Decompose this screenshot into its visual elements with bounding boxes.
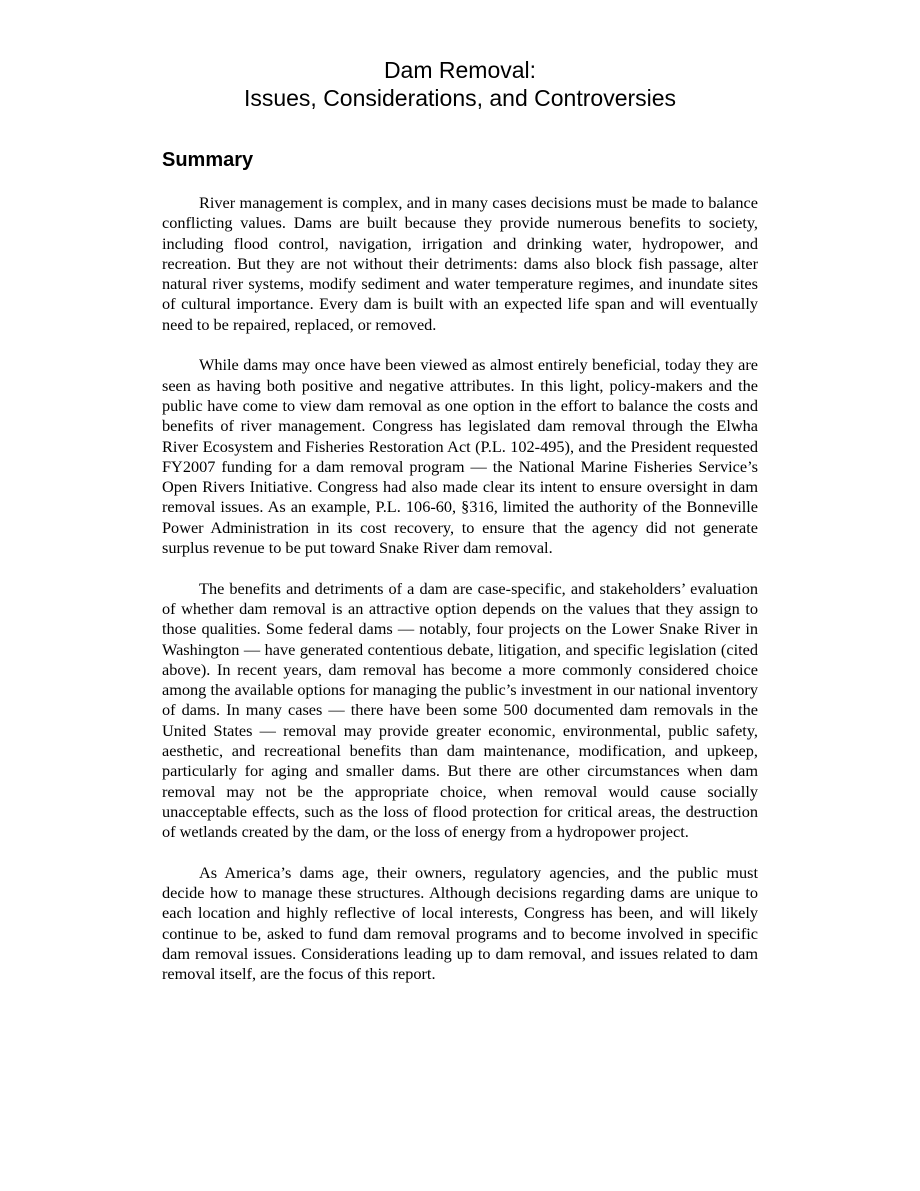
paragraph: While dams may once have been viewed as almost entirely beneficial, today they are seen as having both positive and negative attributes. In this light, policy-makers and the public have come to view dam removal as one option in the effort to balance the costs and benefits of river management. Congress has legislated dam removal through the Elwha River Ecosystem and Fisheries Restoration Act (P.L. 102-495), and the President requested FY2007 funding for a dam removal program — the National Marine Fisheries Service’s Open Rivers Initiative. Congress had also made clear its intent to ensure oversight in dam removal issues. As an example, P.L. 106-60, §316, limited the authority of the Bonneville Power Administration in its cost recovery, to ensure that the agency did not generate surplus revenue to be put toward Snake River dam removal. — [162, 355, 758, 558]
title-line-2: Issues, Considerations, and Controversies — [243, 85, 677, 111]
document-title — [162, 56, 758, 112]
paragraph: As America’s dams age, their owners, regulatory agencies, and the public must decide how to manage these structures. Although decisions regarding dams are unique to each location and highly reflective of local interests, Congress has been, and will likely continue to be, asked to fund dam removal programs and to become involved in specific dam removal issues. Considerations leading up to dam removal, and issues related to dam removal itself, are the focus of this report. — [162, 862, 758, 984]
paragraph: The benefits and detriments of a dam are case-specific, and stakeholders’ evaluation of whether dam removal is an attractive option depends on the values that they assign to those qualities. Some federal dams — notably, four projects on the Lower Snake River in Washington — have generated contentious debate, litigation, and specific legislation (cited above). In recent years, dam removal has become a more commonly considered choice among the available options for managing the public’s investment in our national inventory of dams. In many cases — there have been some 500 documented dam removals in the United States — removal may provide greater economic, environmental, public safety, aesthetic, and recreational benefits than dam maintenance, modification, and upkeep, particularly for aging and smaller dams. But there are other circumstances when dam removal may not be the appropriate choice, when removal would cause socially unacceptable effects, such as the loss of flood protection for critical areas, the destruction of wetlands created by the dam, or the loss of energy from a hydropower project. — [162, 578, 758, 842]
paragraph: River management is complex, and in many cases decisions must be made to balance conflicting values. Dams are built because they provide numerous benefits to society, including flood control, navigation, irrigation and drinking water, hydropower, and recreation. But they are not without their detriments: dams also block fish passage, alter natural river systems, modify sediment and water temperature regimes, and inundate sites of cultural importance. Every dam is built with an expected life span and will eventually need to be repaired, replaced, or removed. — [162, 193, 758, 334]
title-line-1: Dam Removal: — [383, 57, 537, 83]
summary-body — [162, 193, 758, 985]
section-heading-summary: Summary — [162, 149, 254, 171]
